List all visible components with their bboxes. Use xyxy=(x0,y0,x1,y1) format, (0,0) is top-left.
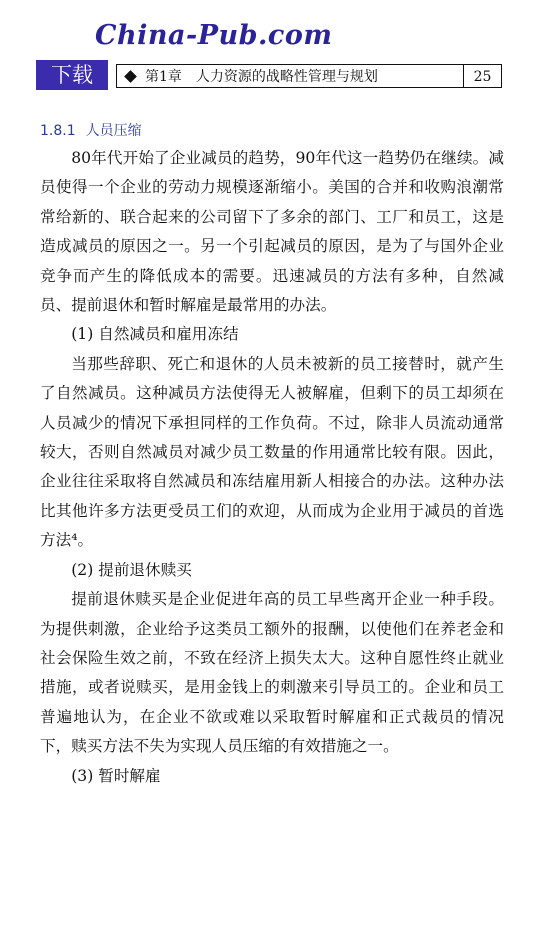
body-text xyxy=(40,144,504,791)
section-number: 1.8.1 xyxy=(40,123,76,139)
subheading: (3) 暂时解雇 xyxy=(71,766,161,785)
page-number: 25 xyxy=(464,64,502,88)
china-pub-logo[interactable]: China-Pub.com xyxy=(95,20,333,51)
paragraph: 提前退休赎买是企业促进年高的员工早些离开企业一种手段。为提供刺激，企业给予这类员工额外的报酬，以使他们在养老金和社会保险生效之前，不致在经济上损失太大。这种自愿性终止就业措施，或者说赎买，是用金钱上的刺激来引导员工的。企业和员工普遍地认为，在企业不欲或难以采取暂时解雇和正式裁员的情况下，赎买方法不失为实现人员压缩的有效措施之一。 xyxy=(40,590,504,756)
section-title: 人员压缩 xyxy=(85,123,142,139)
chapter-label: 第1章 xyxy=(145,69,182,85)
diamond-bullet-icon xyxy=(124,70,137,83)
section-heading xyxy=(40,120,142,140)
running-header xyxy=(116,64,464,88)
subheading: (1) 自然减员和雇用冻结 xyxy=(71,325,239,344)
paragraph: 当那些辞职、死亡和退休的人员未被新的员工接替时，就产生了自然减员。这种减员方法使得无人被解雇，但剩下的员工却须在人员减少的情况下承担同样的工作负荷。不过，除非人员流动通常较大，否则自然减员对减少员工数量的作用通常比较有限。因此，企业往往采取将自然减员和冻结雇用新人相接合的办法。这种办法比其他许多方法更受员工们的欢迎，从而成为企业用于减员的首选方法⁴。 xyxy=(40,354,504,550)
chapter-title: 人力资源的战略性管理与规划 xyxy=(195,69,378,85)
download-button[interactable]: 下载 xyxy=(36,60,108,90)
subheading: (2) 提前退休赎买 xyxy=(71,560,192,579)
paragraph: 80年代开始了企业减员的趋势，90年代这一趋势仍在继续。减员使得一个企业的劳动力规模逐渐缩小。美国的合并和收购浪潮常常给新的、联合起来的公司留下了多余的部门、工厂和员工，这是造成减员的原因之一。另一个引起减员的原因，是为了与国外企业竞争而产生的降低成本的需要。迅速减员的方法有多种，自然减员、提前退休和暂时解雇是最常用的办法。 xyxy=(40,149,504,315)
